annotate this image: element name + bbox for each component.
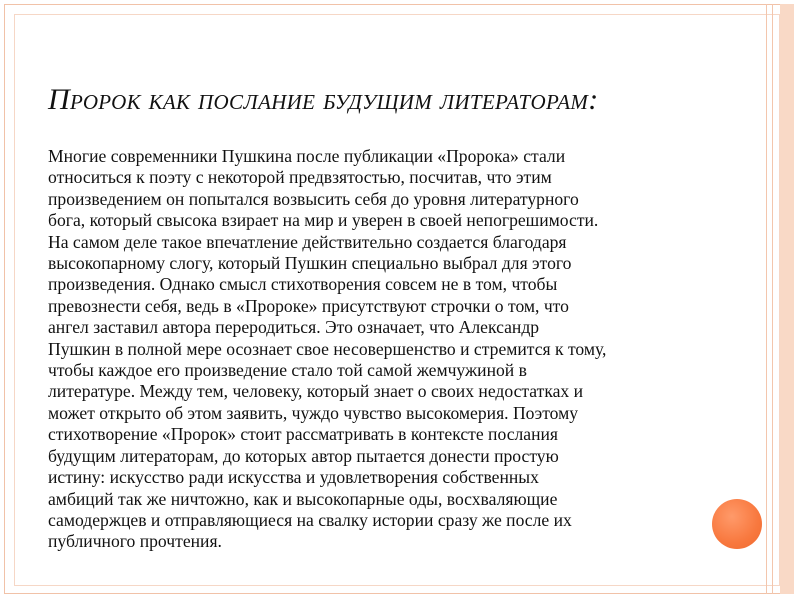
body-line: высокопарному слогу, который Пушкин специально выбрал для этого (48, 253, 572, 274)
body-line: будущим литераторам, до которых автор пытается донести простую (48, 445, 559, 466)
frame-side-line-2 (772, 4, 773, 594)
frame-side-line (766, 4, 767, 594)
body-line: стихотворение «Пророк» стоит рассматривать в контексте послания (48, 424, 559, 445)
body-line: превознести себя, ведь в «Пророке» присутствуют строчки о том, что (48, 295, 569, 316)
body-line: чтобы каждое его произведение стало той самой жемчужиной в (48, 360, 527, 381)
body-line: Многие современники Пушкина после публикации «Пророка» стали (48, 146, 566, 166)
body-line: произведения. Однако смысл стихотворения совсем не в том, чтобы (48, 274, 558, 295)
slide-title: Пророк как послание будущим литераторам: (48, 83, 599, 116)
body-line: бога, который свысока взирает на мир и уверен в своей непогрешимости. (48, 210, 599, 231)
body-line: произведением он попытался возвысить себя до уровня литературного (48, 188, 579, 209)
body-line: может открыто об этом заявить, чуждо чувство высокомерия. Поэтому (48, 402, 579, 423)
frame-side-bar (780, 4, 794, 594)
body-line: относиться к поэту с некоторой предвзятостью, посчитав, что этим (48, 167, 552, 188)
body-line: литературе. Между тем, человеку, который знает о своих недостатках и (48, 381, 584, 402)
body-line: ангел заставил автора переродиться. Это означает, что Александр (48, 317, 540, 338)
body-line: самодержцев и отправляющиеся на свалку истории сразу же после их (48, 509, 572, 530)
accent-circle (712, 499, 762, 549)
body-line: Пушкин в полной мере осознает свое несовершенство и стремится к тому, (48, 338, 607, 359)
body-line: публичного прочтения. (48, 531, 222, 552)
body-line: На самом деле такое впечатление действительно создается благодаря (48, 231, 567, 252)
body-line: амбиций так же ничтожно, как и высокопарные оды, восхваляющие (48, 488, 558, 509)
body-paragraph (48, 146, 718, 553)
body-line: истину: искусство ради искусства и удовлетворения собственных (48, 467, 539, 488)
